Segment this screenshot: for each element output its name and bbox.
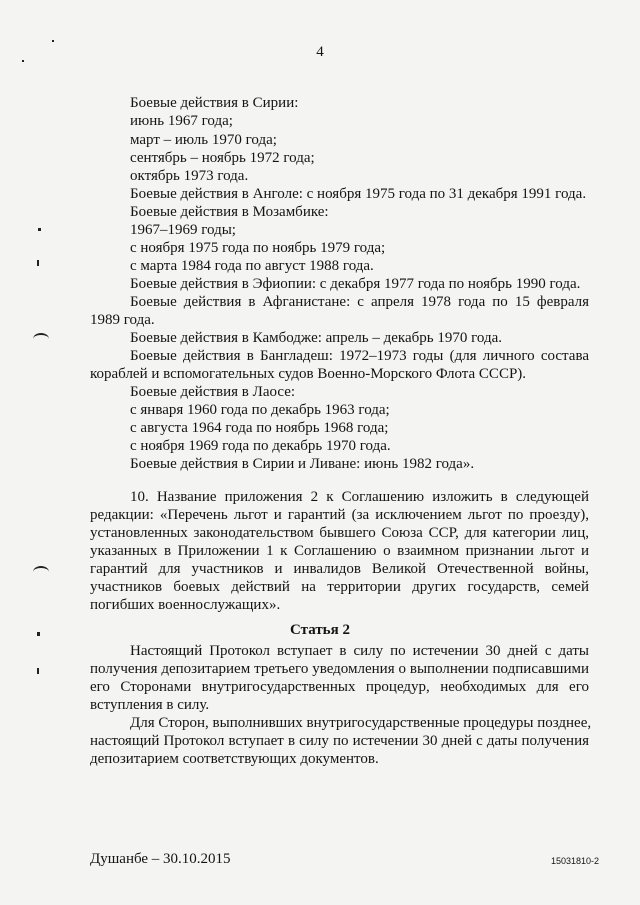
list-line: с января 1960 года по декабрь 1963 года; <box>130 402 390 418</box>
list-line: 1967–1969 годы; <box>130 222 236 238</box>
scan-speck <box>37 260 39 266</box>
paragraph-line: 10. Название приложения 2 к Соглашению изложить в следующей <box>130 489 589 505</box>
paragraph-line: Настоящий Протокол вступает в силу по истечении 30 дней с даты <box>130 643 589 659</box>
paragraph-line: установленных законодательством бывшего Союза ССР, для категории лиц, <box>90 525 589 541</box>
list-line: Боевые действия в Лаосе: <box>130 384 296 400</box>
list-line: Боевые действия в Бангладеш: 1972–1973 годы (для личного состава <box>130 348 589 364</box>
paragraph-line: гарантий для участников и инвалидов Великой Отечественной войны, <box>90 561 589 577</box>
scan-speck <box>37 632 40 636</box>
list-line: октябрь 1973 года. <box>130 168 249 184</box>
page-number: 4 <box>316 44 324 60</box>
list-line: Боевые действия в Мозамбике: <box>130 204 329 220</box>
article-heading: Статья 2 <box>290 622 350 638</box>
list-line: Боевые действия в Камбодже: апрель – декабрь 1970 года. <box>130 330 503 346</box>
scan-speck <box>37 668 39 674</box>
scan-speck <box>52 40 54 42</box>
list-line: март – июль 1970 года; <box>130 132 277 148</box>
list-line: с ноября 1975 года по ноябрь 1979 года; <box>130 240 386 256</box>
punch-hole-mark <box>33 566 49 578</box>
list-line: Боевые действия в Сирии и Ливане: июнь 1982 года». <box>130 456 475 472</box>
list-line: с ноября 1969 года по декабрь 1970 года. <box>130 438 391 454</box>
list-line: с марта 1984 года по август 1988 года. <box>130 258 374 274</box>
scan-speck <box>22 60 24 62</box>
paragraph-line: получения депозитарием третьего уведомления о выполнении подписавшими <box>90 661 589 677</box>
list-line: Боевые действия в Анголе: с ноября 1975 года по 31 декабря 1991 года. <box>130 186 587 202</box>
paragraph-line: редакции: «Перечень льгот и гарантий (за исключением льгот по проезду), <box>90 507 589 523</box>
paragraph-line: погибших военнослужащих». <box>90 597 281 613</box>
paragraph-line: Для Сторон, выполнивших внутригосударственные процедуры позднее, <box>130 715 592 731</box>
paragraph-line: вступления в силу. <box>90 697 210 713</box>
list-line: Боевые действия в Сирии: <box>130 95 299 111</box>
list-line: с августа 1964 года по ноябрь 1968 года; <box>130 420 389 436</box>
punch-hole-mark <box>33 333 49 345</box>
list-line: сентябрь – ноябрь 1972 года; <box>130 150 315 166</box>
scan-speck <box>38 228 41 231</box>
paragraph-line: указанных в Приложении 1 к Соглашению о взаимном признании льгот и <box>90 543 589 559</box>
list-line: июнь 1967 года; <box>130 113 233 129</box>
paragraph-line: депозитарием соответствующих документов. <box>90 751 379 767</box>
paragraph-line: настоящий Протокол вступает в силу по истечении 30 дней с даты получения <box>90 733 589 749</box>
list-line: кораблей и вспомогательных судов Военно-Морского Флота СССР). <box>90 366 527 382</box>
list-line: Боевые действия в Эфиопии: с декабря 1977 года по ноябрь 1990 года. <box>130 276 581 292</box>
paragraph-line: его Сторонами внутригосударственных процедур, необходимых для его <box>90 679 589 695</box>
list-line: 1989 года. <box>90 312 155 328</box>
footer-document-code: 15031810-2 <box>551 856 600 866</box>
footer-place-date: Душанбе – 30.10.2015 <box>90 851 231 867</box>
paragraph-line: участников боевых действий на территории других государств, семей <box>90 579 589 595</box>
list-line: Боевые действия в Афганистане: с апреля 1978 года по 15 февраля <box>130 294 589 310</box>
